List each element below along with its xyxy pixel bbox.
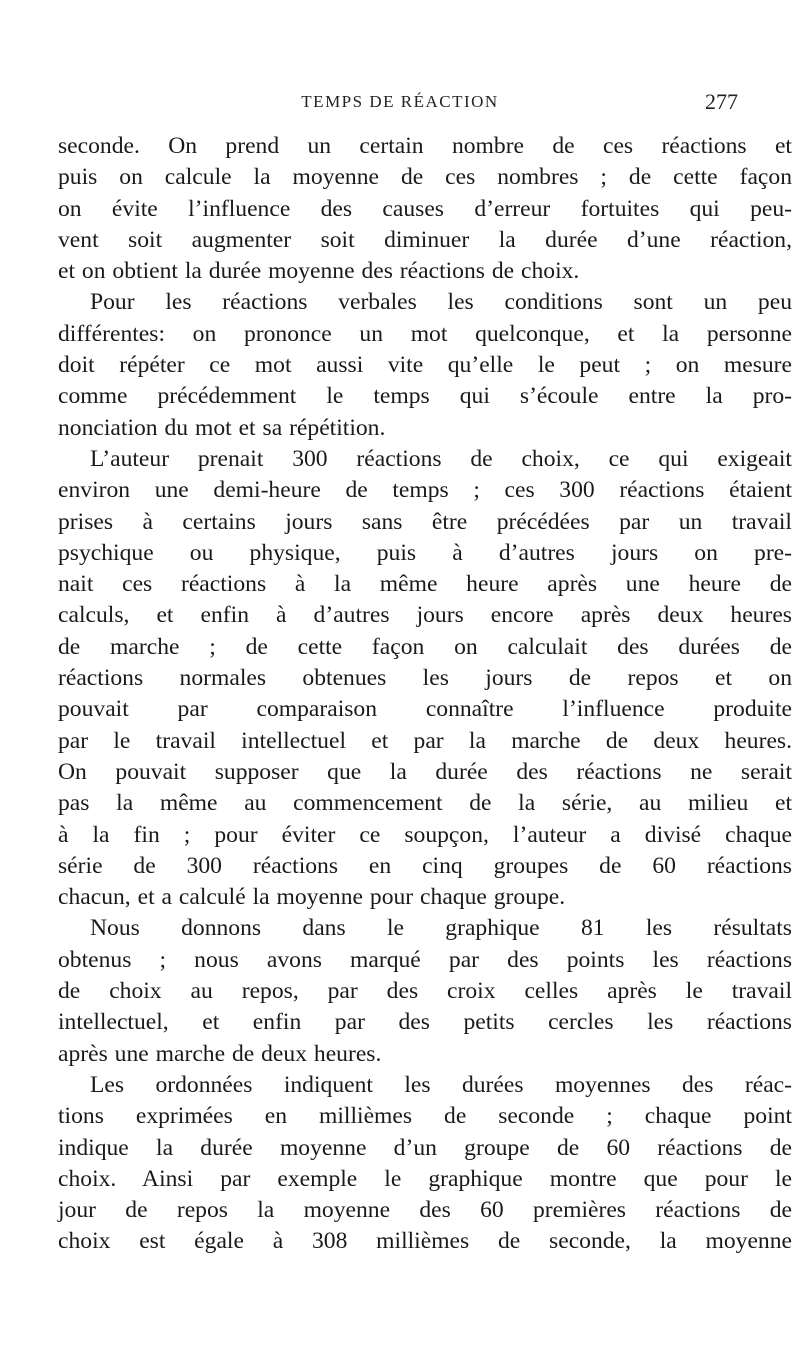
- text-line: vent soit augmenter soit diminuer la durée d’une réaction,: [58, 226, 792, 253]
- text-line: Les ordonnées indiquent les durées moyennes des réac-: [90, 1071, 792, 1098]
- text-line: réactions normales obtenues les jours de repos et on: [58, 665, 792, 692]
- text-line: pas la même au commencement de la série, au milieu et: [58, 790, 792, 817]
- text-line: environ une demi-heure de temps ; ces 300 réactions étaient: [58, 477, 792, 504]
- text-line: à la fin ; pour éviter ce soupçon, l’auteur a divisé chaque: [58, 821, 792, 848]
- running-head: [0, 89, 800, 122]
- text-line: après une marche de deux heures.: [58, 1040, 382, 1067]
- text-line: obtenus ; nous avons marqué par des points les réactions: [58, 946, 792, 973]
- text-line: choix est égale à 308 millièmes de seconde, la moyenne: [58, 1228, 792, 1255]
- text-line: seconde. On prend un certain nombre de ces réactions et: [58, 133, 792, 159]
- text-line: On pouvait supposer que la durée des réactions ne serait: [58, 758, 792, 785]
- text-line: calculs, et enfin à d’autres jours encore après deux heures: [58, 602, 792, 629]
- text-line: tions exprimées en millièmes de seconde ; chaque point: [58, 1103, 792, 1130]
- text-line: intellectuel, et enfin par des petits cercles les réactions: [58, 1009, 792, 1036]
- text-line: comme précédemment le temps qui s’écoule entre la pro-: [58, 383, 792, 410]
- text-line: chacun, et a calculé la moyenne pour chaque groupe.: [58, 884, 566, 911]
- body-text: [58, 131, 792, 1258]
- text-line: indique la durée moyenne d’un groupe de 60 réactions de: [58, 1134, 792, 1161]
- page-number: 277: [705, 89, 738, 114]
- text-line: puis on calcule la moyenne de ces nombres ; de cette façon: [58, 164, 792, 191]
- text-line: psychique ou physique, puis à d’autres jours on pre-: [58, 539, 792, 566]
- text-line: jour de repos la moyenne des 60 premières réactions de: [58, 1197, 792, 1224]
- text-line: Nous donnons dans le graphique 81 les résultats: [90, 915, 792, 942]
- text-line: nonciation du mot et sa répétition.: [58, 414, 386, 441]
- text-line: et on obtient la durée moyenne des réactions de choix.: [58, 258, 580, 285]
- text-line: L’auteur prenait 300 réactions de choix, ce qui exigeait: [90, 445, 792, 472]
- text-line: choix. Ainsi par exemple le graphique montre que pour le: [58, 1165, 792, 1192]
- text-line: on évite l’influence des causes d’erreur fortuites qui peu-: [58, 195, 792, 222]
- text-line: de marche ; de cette façon on calculait des durées de: [58, 633, 792, 660]
- text-line: Pour les réactions verbales les conditions sont un peu: [90, 289, 792, 316]
- text-line: doit répéter ce mot aussi vite qu’elle le peut ; on mesure: [58, 352, 792, 379]
- text-line: pouvait par comparaison connaître l’influence produite: [58, 696, 792, 723]
- text-line: différentes: on prononce un mot quelconque, et la personne: [58, 320, 792, 347]
- text-line: par le travail intellectuel et par la marche de deux heures.: [58, 727, 792, 754]
- running-title: TEMPS DE RÉACTION: [301, 92, 499, 111]
- text-line: nait ces réactions à la même heure après une heure de: [58, 571, 792, 598]
- text-line: prises à certains jours sans être précédées par un travail: [58, 508, 792, 535]
- text-line: de choix au repos, par des croix celles après le travail: [58, 978, 792, 1005]
- text-line: série de 300 réactions en cinq groupes de 60 réactions: [58, 852, 792, 879]
